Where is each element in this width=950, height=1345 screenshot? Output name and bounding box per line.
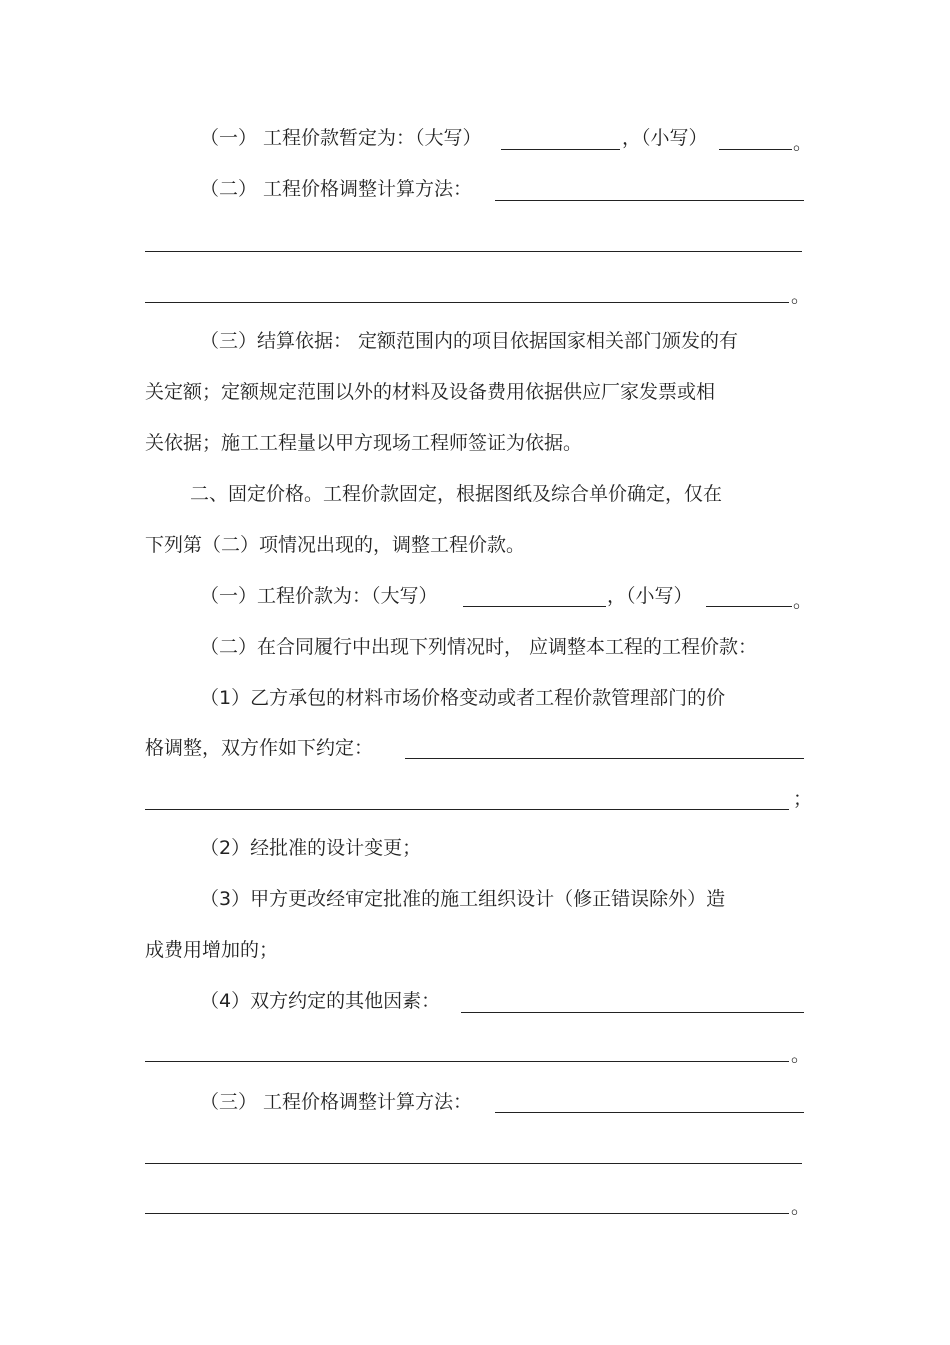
s2-adjust-field-2[interactable] (145, 1163, 802, 1164)
s1-price-end: 。 (793, 132, 813, 154)
s2-fixed-line2: 下列第（二）项情况出现的，调整工程价款。 (145, 534, 526, 556)
s2-cases-intro: （二）在合同履行中出现下列情况时， 应调整本工程的工程价款： (200, 636, 758, 658)
s1-adjust-field-2[interactable] (145, 251, 802, 252)
s1-adjust-label: （二） 工程价格调整计算方法： (200, 178, 473, 200)
s2-fixed-line1: 二、固定价格。工程价款固定，根据图纸及综合单价确定，仅在 (190, 483, 723, 505)
s2-case4-end: 。 (791, 1044, 811, 1066)
s2-case4-field-1[interactable] (461, 1012, 804, 1013)
s2-adjust-field-3[interactable] (145, 1213, 789, 1214)
s1-basis-line1: （三）结算依据： 定额范围内的项目依据国家相关部门颁发的有 (200, 330, 739, 352)
s1-adjust-end: 。 (791, 285, 811, 307)
s1-price-figures-field[interactable] (719, 149, 792, 150)
s2-adjust-field-1[interactable] (495, 1112, 804, 1113)
s2-case4-field-2[interactable] (145, 1061, 789, 1062)
s1-adjust-field-3[interactable] (145, 302, 789, 303)
s2-case3-line1: （3）甲方更改经审定批准的施工组织设计（修正错误除外）造 (200, 888, 726, 910)
s2-case2: （2）经批准的设计变更； (200, 837, 422, 859)
s2-case1-field-1[interactable] (405, 758, 804, 759)
s2-price-label: （一）工程价款为：（大写） (200, 585, 438, 607)
s2-case1-field-2[interactable] (145, 809, 789, 810)
s2-adjust-end: 。 (791, 1196, 811, 1218)
s2-case3-line2: 成费用增加的； (145, 939, 279, 961)
s1-price-small-label: ，（小写） (622, 127, 708, 149)
s2-price-figures-field[interactable] (706, 606, 792, 607)
s2-case1-line1: （1）乙方承包的材料市场价格变动或者工程价款管理部门的价 (200, 687, 726, 709)
s1-price-words-field[interactable] (501, 149, 620, 150)
s2-adjust-label: （三） 工程价格调整计算方法： (200, 1091, 473, 1113)
s1-basis-line3: 关依据；施工工程量以甲方现场工程师签证为依据。 (145, 432, 583, 454)
s2-case1-end: ； (793, 788, 813, 810)
s1-adjust-field-1[interactable] (495, 200, 804, 201)
s2-case1-line2: 格调整，双方作如下约定： (145, 737, 374, 759)
s2-price-small-label: ，（小写） (607, 585, 693, 607)
s2-price-end: 。 (793, 590, 813, 612)
s2-case4-label: （4）双方约定的其他因素： (200, 990, 441, 1012)
s1-basis-line2: 关定额；定额规定范围以外的材料及设备费用依据供应厂家发票或相 (145, 381, 716, 403)
s1-price-label: （一） 工程价款暂定为：（大写） (200, 127, 482, 149)
s2-price-words-field[interactable] (463, 606, 606, 607)
